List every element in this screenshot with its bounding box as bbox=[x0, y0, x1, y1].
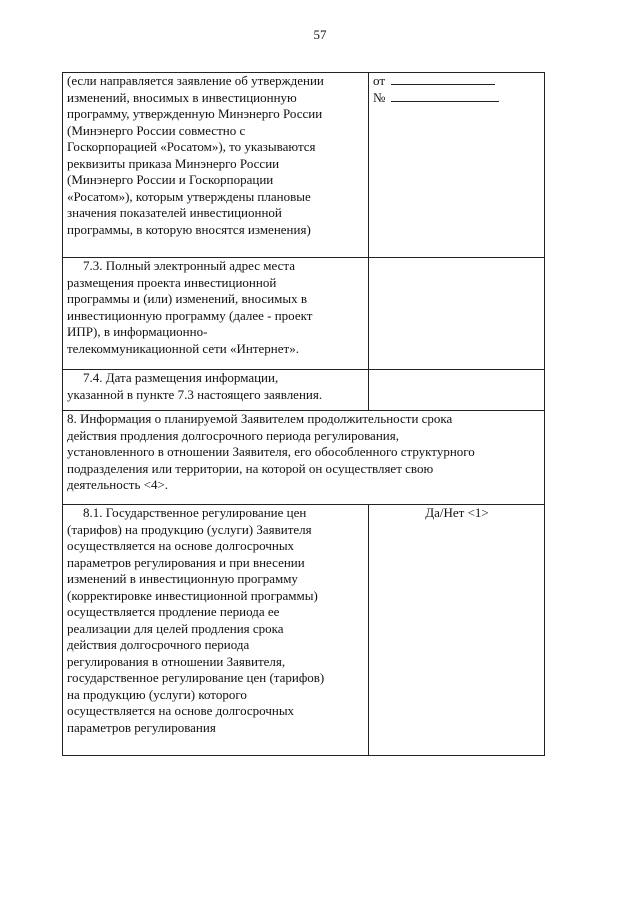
order-date-blank[interactable] bbox=[391, 73, 495, 85]
approval-note-cell bbox=[63, 73, 369, 258]
item-8-cell bbox=[63, 411, 545, 505]
item-7-4-text: 7.4. Дата размещения информации, указанной в пункте 7.3 настоящего заявления. bbox=[67, 370, 323, 402]
item-7-4-cell bbox=[63, 370, 369, 411]
order-number-field[interactable] bbox=[373, 90, 541, 107]
item-8-1-answer-cell[interactable] bbox=[369, 505, 545, 756]
order-number-label: № bbox=[373, 89, 386, 105]
table-row-7-4 bbox=[63, 370, 545, 411]
item-7-4-answer-cell[interactable] bbox=[369, 370, 545, 411]
page-number: 57 bbox=[313, 27, 327, 42]
order-number-blank[interactable] bbox=[391, 90, 499, 102]
order-date-field[interactable] bbox=[373, 73, 541, 90]
table-row-approval-details bbox=[63, 73, 545, 258]
order-date-label: от bbox=[373, 73, 386, 88]
application-form-table bbox=[62, 72, 545, 756]
item-8-text: 8. Информация о планируемой Заявителем продолжительности срока действия продления долгосрочного периода регулирования, установленного в отношении Заявителя, его обособленного структурного подразделения или территории, на которой он осуществляет свою деятельность <4>. bbox=[67, 411, 475, 492]
item-7-3-text: 7.3. Полный электронный адрес места размещения проекта инвестиционной программы и (или) изменений, вносимых в инвестиционную программу (далее - проект ИПР), в информационно- телекоммуникационной сети «Интернет». bbox=[67, 258, 313, 356]
item-8-1-cell bbox=[63, 505, 369, 756]
table-row-8-1 bbox=[63, 505, 545, 756]
approval-note-text: (если направляется заявление об утверждении изменений, вносимых в инвестиционную программу, утвержденную Минэнерго России (Минэнерго России совместно с Госкорпорацией «Росатом»), то указываются реквизиты приказа Минэнерго России (Минэнерго России и Госкорпорации «Росатом»), которым утверждены плановые значения показателей инвестиционной программы, в которую вносятся изменения) bbox=[67, 73, 324, 237]
table-row-7-3 bbox=[63, 258, 545, 370]
yes-no-answer: Да/Нет <1> bbox=[425, 505, 489, 520]
item-8-1-text: 8.1. Государственное регулирование цен (тарифов) на продукцию (услуги) Заявителя осуществляется на основе долгосрочных параметров регулирования и при внесении изменений в инвестиционную программу (корректировке инвестиционной программы) осуществляется продление периода ее реализации для целей продления срока действия долгосрочного периода регулирования в отношении Заявителя, государственное регулирование цен (тарифов) на продукцию (услуги) которого осуществляется на основе долгосрочных параметров регулирования bbox=[67, 505, 325, 735]
order-requisites-cell bbox=[369, 73, 545, 258]
item-7-3-answer-cell[interactable] bbox=[369, 258, 545, 370]
item-7-3-cell bbox=[63, 258, 369, 370]
table-row-8 bbox=[63, 411, 545, 505]
